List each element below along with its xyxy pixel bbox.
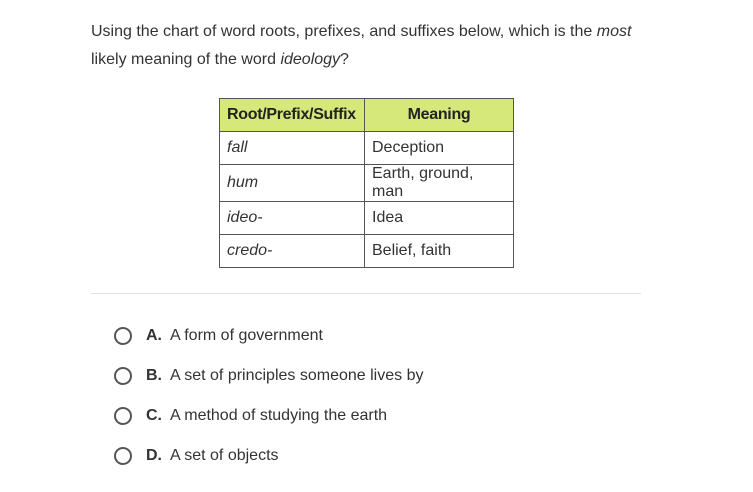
choice-text: A set of principles someone lives by — [170, 367, 424, 384]
root-cell: ideo- — [220, 202, 365, 235]
table-row — [220, 202, 514, 235]
root-cell: credo- — [220, 235, 365, 268]
header-meaning: Meaning — [365, 99, 514, 132]
radio-button-c[interactable] — [114, 407, 132, 425]
choice-letter: A. — [146, 327, 162, 344]
root-cell: hum — [220, 165, 365, 202]
section-divider — [91, 293, 641, 294]
meaning-cell: Belief, faith — [365, 235, 514, 268]
choice-text: A form of government — [170, 327, 323, 344]
table-row — [220, 132, 514, 165]
choice-letter: D. — [146, 447, 162, 464]
question-part-1: Using the chart of word roots, prefixes, and suffixes below, which is the — [91, 23, 597, 40]
choice-b[interactable] — [114, 356, 634, 396]
choice-d[interactable] — [114, 436, 634, 476]
choice-a[interactable] — [114, 316, 634, 356]
choice-letter: C. — [146, 407, 162, 424]
radio-button-d[interactable] — [114, 447, 132, 465]
question-word: ideology — [280, 51, 341, 68]
radio-button-a[interactable] — [114, 327, 132, 345]
radio-button-b[interactable] — [114, 367, 132, 385]
choice-text: A set of objects — [170, 447, 279, 464]
question-text — [91, 18, 651, 74]
meaning-cell: Earth, ground, man — [365, 165, 514, 202]
question-part-3: ? — [340, 51, 349, 68]
table-row — [220, 165, 514, 202]
choice-c[interactable] — [114, 396, 634, 436]
question-emphasis: most — [596, 23, 632, 40]
root-cell: fall — [220, 132, 365, 165]
word-roots-table — [219, 98, 514, 268]
table-row — [220, 235, 514, 268]
choice-text: A method of studying the earth — [170, 407, 388, 424]
meaning-cell: Idea — [365, 202, 514, 235]
meaning-cell: Deception — [365, 132, 514, 165]
question-part-2: likely meaning of the word — [91, 51, 281, 68]
choice-letter: B. — [146, 367, 162, 384]
answer-choices — [114, 316, 634, 476]
header-root: Root/Prefix/Suffix — [220, 99, 365, 132]
table-header-row — [220, 99, 514, 132]
